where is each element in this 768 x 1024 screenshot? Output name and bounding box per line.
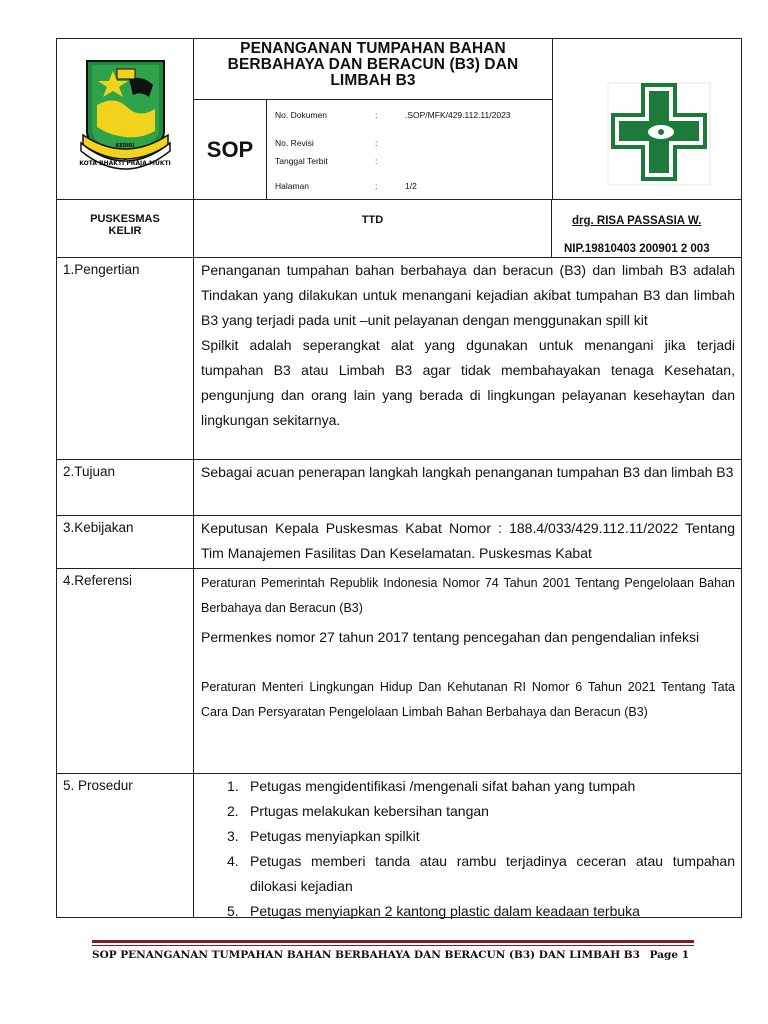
section-label: 1.Pengertian bbox=[57, 258, 194, 459]
title-line-3: LIMBAH B3 bbox=[330, 72, 416, 89]
section-kebijakan bbox=[56, 516, 742, 569]
footer-rule-thick bbox=[92, 940, 694, 943]
step-text: Petugas mengidentifikasi /mengenali sifat bahan yang tumpah bbox=[250, 778, 636, 794]
meta-colon: : bbox=[375, 138, 378, 148]
organization-cell bbox=[57, 199, 194, 257]
list-item bbox=[227, 824, 735, 849]
step-number: 3. bbox=[227, 828, 239, 844]
org-location: KELIR bbox=[108, 225, 142, 237]
org-name: PUSKESMAS bbox=[90, 213, 160, 225]
step-text: Petugas memberi tanda atau rambu terjadinya ceceran atau tumpahan dilokasi kejadian bbox=[250, 853, 735, 894]
meta-colon: : bbox=[375, 110, 378, 120]
title-line-2: BERBAHAYA DAN BERACUN (B3) DAN bbox=[227, 56, 519, 73]
sop-label: SOP bbox=[194, 100, 267, 200]
header-table bbox=[56, 38, 742, 200]
list-item bbox=[227, 849, 735, 899]
signature-row bbox=[56, 199, 742, 258]
procedure-list bbox=[227, 774, 735, 924]
section-body bbox=[201, 460, 735, 485]
meta-colon: : bbox=[375, 156, 378, 166]
step-number: 4. bbox=[227, 853, 239, 869]
reference-3: Peraturan Menteri Lingkungan Hidup Dan Kehutanan RI Nomor 6 Tahun 2021 Tentang Tata Cara Dan Persyaratan Pengelolaan Limbah Bahan Berbahaya dan Beracun (B3) bbox=[201, 680, 735, 719]
signatory-name: drg. RISA PASSASIA W. bbox=[572, 215, 702, 227]
section-pengertian bbox=[56, 258, 742, 460]
step-number: 2. bbox=[227, 803, 239, 819]
meta-row bbox=[275, 156, 405, 166]
logo-cell bbox=[57, 39, 194, 200]
list-item bbox=[227, 774, 735, 799]
reference-1: Peraturan Pemerintah Republik Indonesia Nomor 74 Tahun 2001 Tentang Pengelolaan Bahan Berbahaya dan Beracun (B3) bbox=[201, 576, 735, 615]
paragraph: Keputusan Kepala Puskesmas Kabat Nomor : 188.4/033/429.112.11/2022 Tentang Tim Manajemen Fasilitas Dan Keselamatan. Puskesmas Kabat bbox=[201, 520, 735, 561]
paragraph: Penanganan tumpahan bahan berbahaya dan beracun (B3) dan limbah B3 adalah Tindakan yang dilakukan untuk menangani kejadian akibat tumpahan B3 dan limbah B3 yang terjadi pada unit –unit pelayanan dengan menggunakan spill kit bbox=[201, 262, 735, 328]
title-line-1: PENANGANAN TUMPAHAN BAHAN bbox=[240, 40, 506, 57]
emblem-ribbon-text: KEDIRI bbox=[115, 143, 135, 149]
meta-row bbox=[275, 181, 417, 191]
section-label: 5. Prosedur bbox=[57, 774, 194, 917]
meta-key: No. Dokumen bbox=[275, 110, 327, 120]
page-number: Page 1 bbox=[649, 949, 690, 961]
step-text: Petugas menyiapkan 2 kantong plastic dalam keadaan terbuka bbox=[250, 903, 640, 919]
list-item bbox=[227, 799, 735, 824]
list-item bbox=[227, 899, 735, 924]
step-number: 5. bbox=[227, 903, 239, 919]
paragraph: Spilkit adalah seperangkat alat yang dgunakan untuk menangani jika terjadi tumpahan B3 atau Limbah B3 agar tidak membahayakan tenaga Kesehatan, pengunjung dan orang lain yang berada di lingkungan pelayanan kesehaytan dan lingkungan sekitarnya. bbox=[201, 337, 735, 428]
paragraph: Sebagai acuan penerapan langkah langkah penanganan tumpahan B3 dan limbah B3 bbox=[201, 464, 734, 480]
step-text: Petugas menyiapkan spilkit bbox=[250, 828, 420, 844]
section-body bbox=[201, 258, 735, 433]
section-prosedur bbox=[56, 774, 742, 918]
meta-row bbox=[275, 110, 511, 120]
signatory-nip: NIP.19810403 200901 2 003 bbox=[564, 243, 710, 255]
section-referensi bbox=[56, 569, 742, 774]
meta-value: .SOP/MFK/429.112.11/2023 bbox=[405, 110, 511, 120]
document-meta bbox=[267, 100, 552, 200]
meta-colon: : bbox=[375, 181, 378, 191]
document-title bbox=[194, 39, 552, 100]
signatory-cell bbox=[552, 199, 742, 257]
meta-key: No. Revisi bbox=[275, 138, 314, 148]
kediri-regency-emblem-icon bbox=[57, 39, 194, 200]
reference-2: Permenkes nomor 27 tahun 2017 tentang pencegahan dan pengendalian infeksi bbox=[201, 629, 700, 645]
step-number: 1. bbox=[227, 778, 239, 794]
meta-key: Halaman bbox=[275, 181, 310, 191]
section-label: 4.Referensi bbox=[57, 569, 194, 773]
puskesmas-cross-icon bbox=[553, 39, 743, 200]
page-footer bbox=[92, 949, 702, 961]
footer-rule-thin bbox=[92, 945, 694, 946]
meta-row bbox=[275, 138, 405, 148]
meta-value: 1/2 bbox=[405, 181, 417, 191]
section-label: 2.Tujuan bbox=[57, 460, 194, 515]
section-label: 3.Kebijakan bbox=[57, 516, 194, 568]
section-body bbox=[201, 516, 735, 566]
emblem-banner-text: KOTA BHAKTI PRAJA MUKTI bbox=[79, 160, 171, 167]
meta-key: Tanggal Terbit bbox=[275, 156, 328, 166]
puskesmas-logo-cell bbox=[552, 39, 742, 200]
step-text: Prtugas melakukan kebersihan tangan bbox=[250, 803, 489, 819]
footer-title: SOP PENANGANAN TUMPAHAN BAHAN BERBAHAYA DAN BERACUN (B3) DAN LIMBAH B3 bbox=[92, 949, 640, 961]
ttd-label: TTD bbox=[194, 199, 552, 257]
section-tujuan bbox=[56, 460, 742, 516]
